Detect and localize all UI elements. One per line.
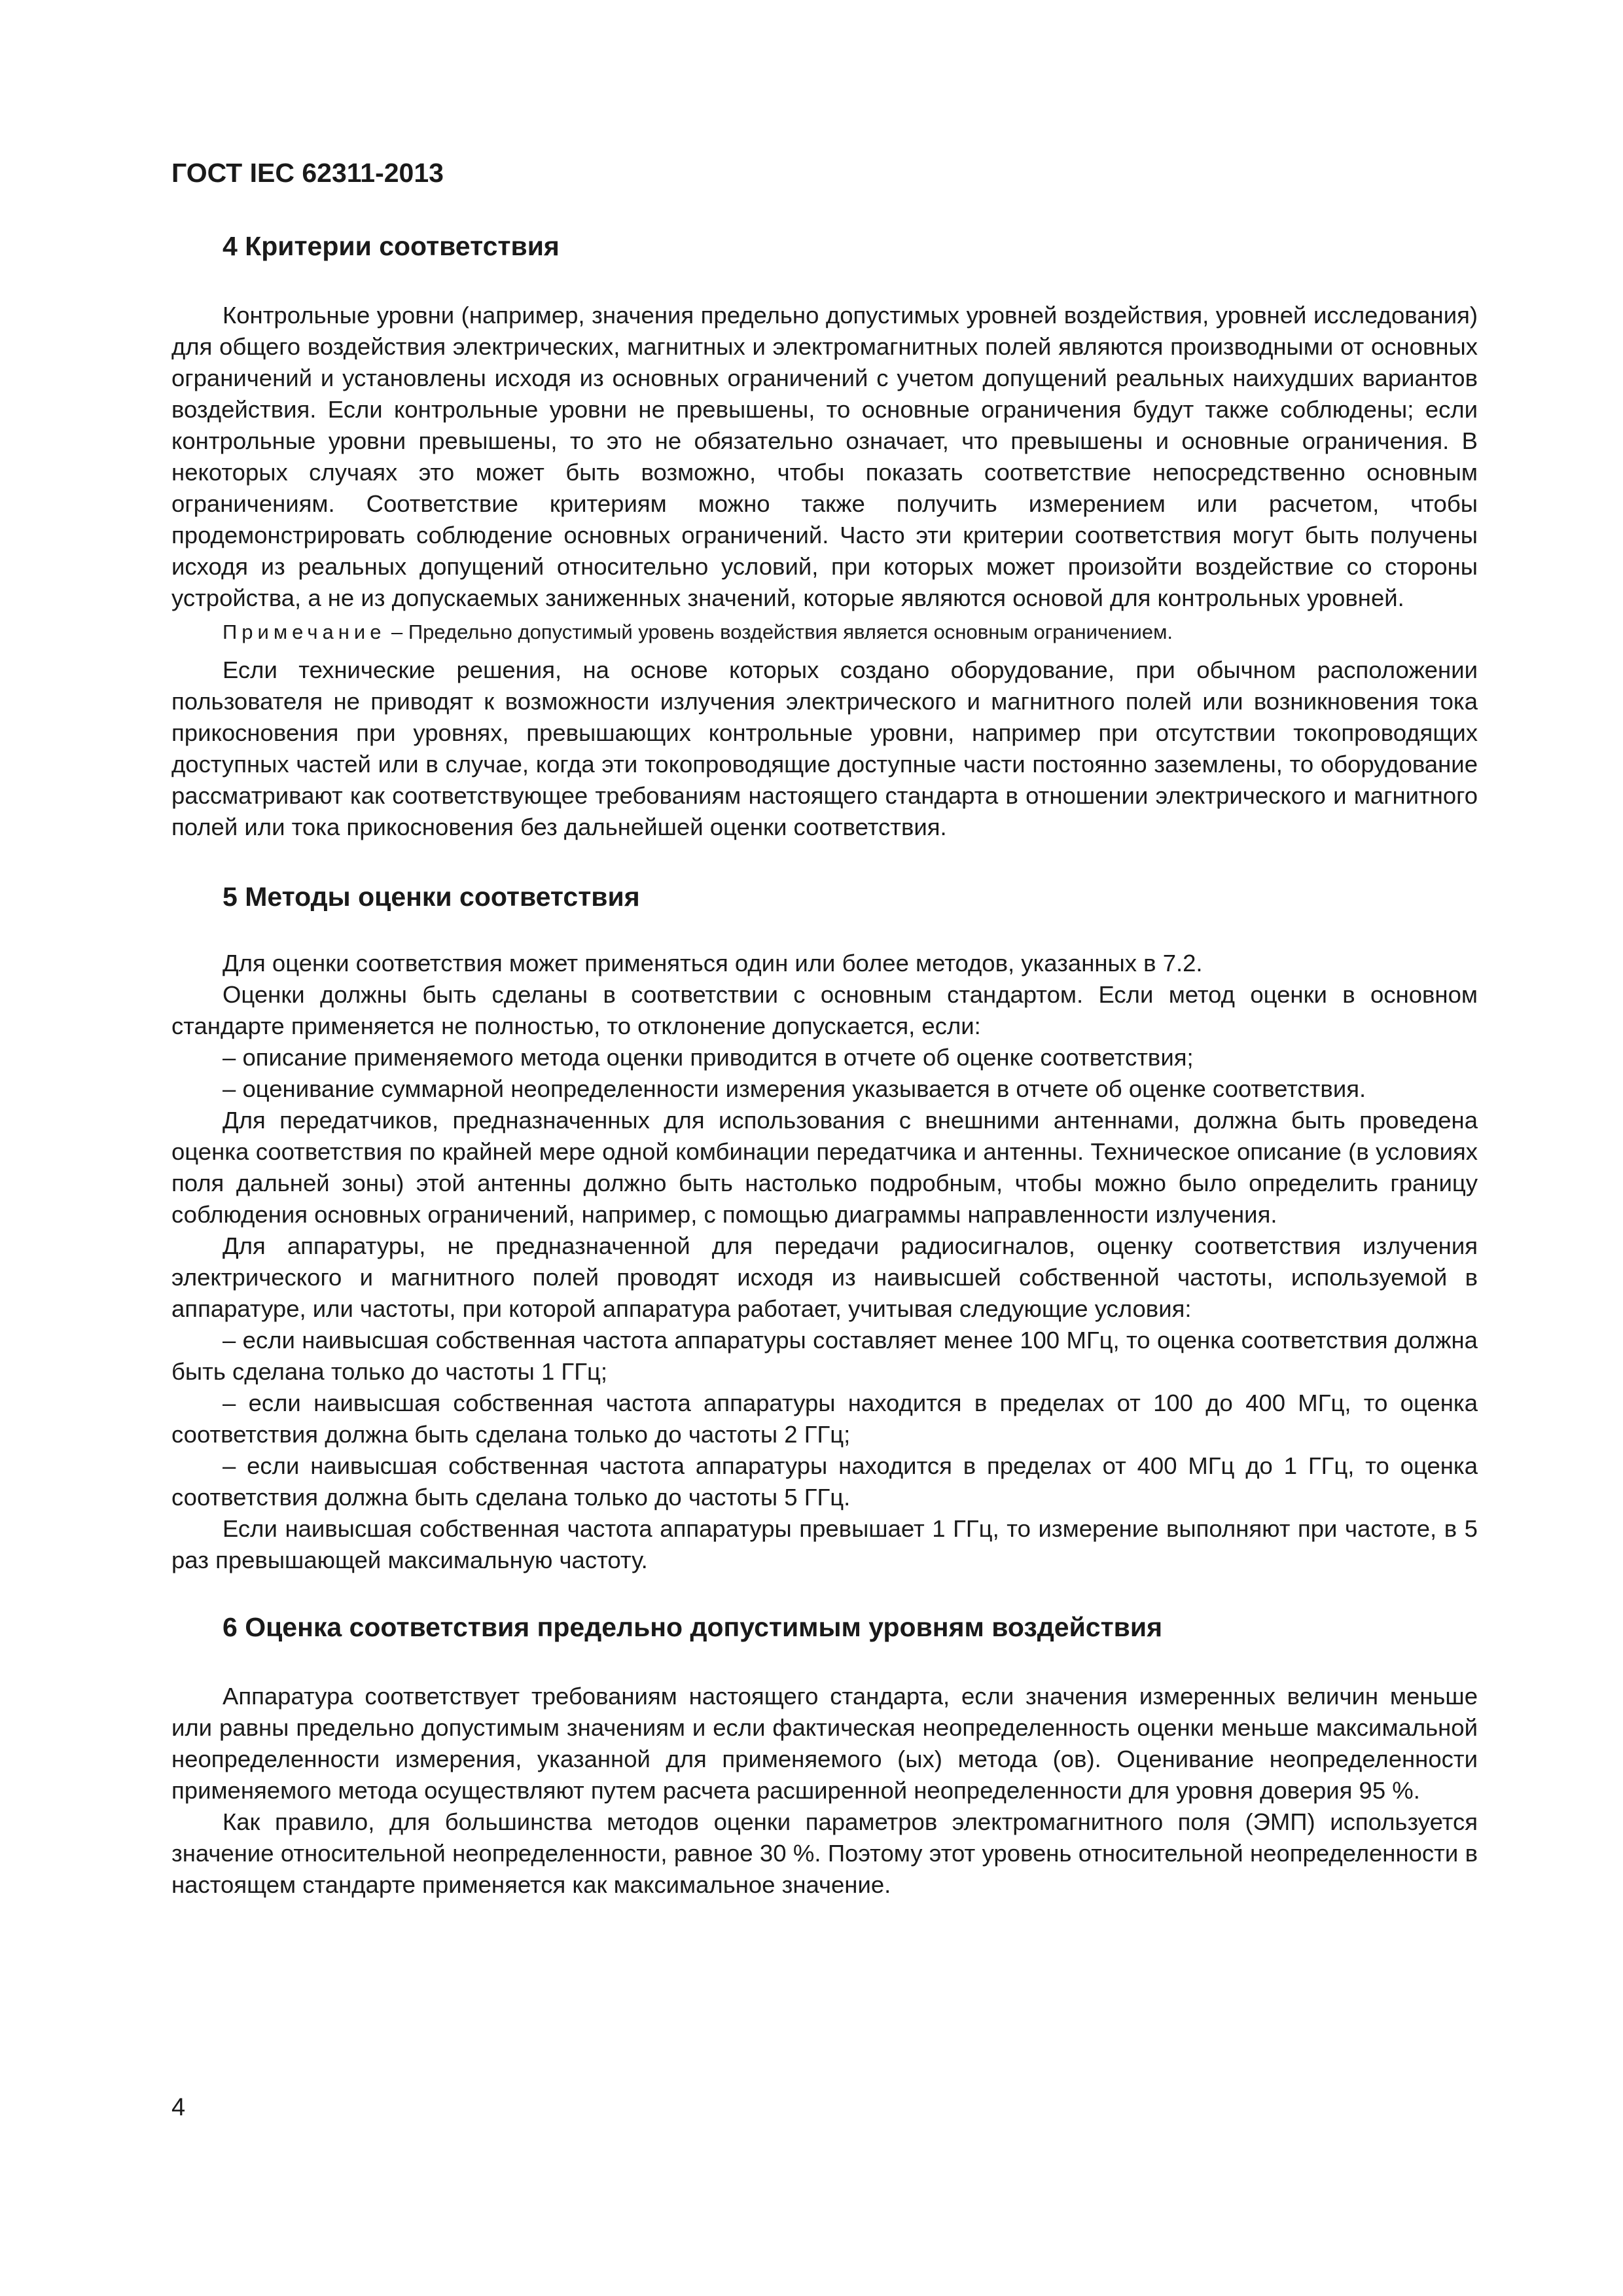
note-label: Примечание [223,620,386,643]
list-item: – если наивысшая собственная частота аппаратуры находится в пределах от 400 МГц до 1 ГГц, то оценка соответствия должна быть сделана только до частоты 5 ГГц. [171,1452,1478,1511]
paragraph: Оценки должны быть сделаны в соответствии с основным стандартом. Если метод оценки в основном стандарте применяется не полностью, то отклонение допускается, если: [171,981,1478,1039]
note-text: – Предельно допустимый уровень воздействия является основным ограничением. [385,620,1173,643]
section-6-title: 6 Оценка соответствия предельно допустимым уровням воздействия [223,1612,1163,1642]
paragraph: Если наивысшая собственная частота аппаратуры превышает 1 ГГц, то измерение выполняют при частоте, в 5 раз превышающей максимальную частоту. [171,1515,1478,1573]
section-5-body [171,948,1478,1576]
list-item: – оценивание суммарной неопределенности измерения указывается в отчете об оценке соответствия. [223,1075,1366,1102]
section-5-title: 5 Методы оценки соответствия [223,882,640,912]
paragraph: Для аппаратуры, не предназначенной для передачи радиосигналов, оценку соответствия излучения электрического и магнитного полей проводят исходя из наивысшей собственной частоты, используемой в аппаратуре, или частоты, при которой аппаратура работает, учитывая следующие условия: [171,1232,1478,1322]
paragraph: Для передатчиков, предназначенных для использования с внешними антеннами, должна быть проведена оценка соответствия по крайней мере одной комбинации передатчика и антенны. Техническое описание (в условиях поля дальней зоны) этой антенны должно быть настолько подробным, чтобы можно было определить границу соблюдения основных ограничений, например, с помощью диаграммы направленности излучения. [171,1107,1478,1228]
note [171,618,1478,647]
page-content [171,228,1478,1901]
list-item: – если наивысшая собственная частота аппаратуры находится в пределах от 100 до 400 МГц, то оценка соответствия должна быть сделана только до частоты 2 ГГц; [171,1390,1478,1448]
section-4-body [171,300,1478,843]
paragraph: Для оценки соответствия может применяться один или более методов, указанных в 7.2. [223,950,1203,977]
paragraph: Контрольные уровни (например, значения предельно допустимых уровней воздействия, уровней исследования) для общего воздействия электрических, магнитных и электромагнитных полей являются производными от основных ограничений и установлены исходя из основных ограничений с учетом допущений реальных наихудших вариантов воздействия. Если контрольные уровни не превышены, то основные ограничения будут также соблюдены; если контрольные уровни превышены, то это не обязательно означает, что превышены и основные ограничения. В некоторых случаях это может быть возможно, чтобы показать соответствие непосредственно основным ограничениям. Соответствие критериям можно также получить измерением или расчетом, чтобы продемонстрировать соблюдение основных ограничений. Часто эти критерии соответствия могут быть получены исходя из реальных допущений относительно условий, при которых может произойти воздействие со стороны устройства, а не из допускаемых заниженных значений, которые являются основой для контрольных уровней. [171,302,1478,611]
page-number: 4 [171,2094,186,2121]
section-4-title: 4 Критерии соответствия [223,231,560,261]
paragraph: Как правило, для большинства методов оценки параметров электромагнитного поля (ЭМП) используется значение относительной неопределенности, равное 30 %. Поэтому этот уровень относительной неопределенности в настоящем стандарте применяется как максимальное значение. [171,1808,1478,1898]
list-item: – если наивысшая собственная частота аппаратуры составляет менее 100 МГц, то оценка соответствия должна быть сделана только до частоты 1 ГГц; [171,1327,1478,1385]
paragraph: Аппаратура соответствует требованиям настоящего стандарта, если значения измеренных величин меньше или равны предельно допустимым значениям и если фактическая неопределенность оценки меньше максимальной неопределенности измерения, указанной для применяемого (ых) метода (ов). Оценивание неопределенности применяемого метода осуществляют путем расчета расширенной неопределенности для уровня доверия 95 %. [171,1683,1478,1804]
list-item: – описание применяемого метода оценки приводится в отчете об оценке соответствия; [223,1044,1194,1071]
paragraph: Если технические решения, на основе которых создано оборудование, при обычном расположении пользователя не приводят к возможности излучения электрического и магнитного полей или возникновения тока прикосновения при уровнях, превышающих контрольные уровни, например при отсутствии токопроводящих доступных частей или в случае, когда эти токопроводящие доступные части постоянно заземлены, то оборудование рассматривают как соответствующее требованиям настоящего стандарта в отношении электрического и магнитного полей или тока прикосновения без дальнейшей оценки соответствия. [171,656,1478,840]
section-6-body [171,1681,1478,1901]
document-header: ГОСТ IEC 62311-2013 [171,158,444,188]
